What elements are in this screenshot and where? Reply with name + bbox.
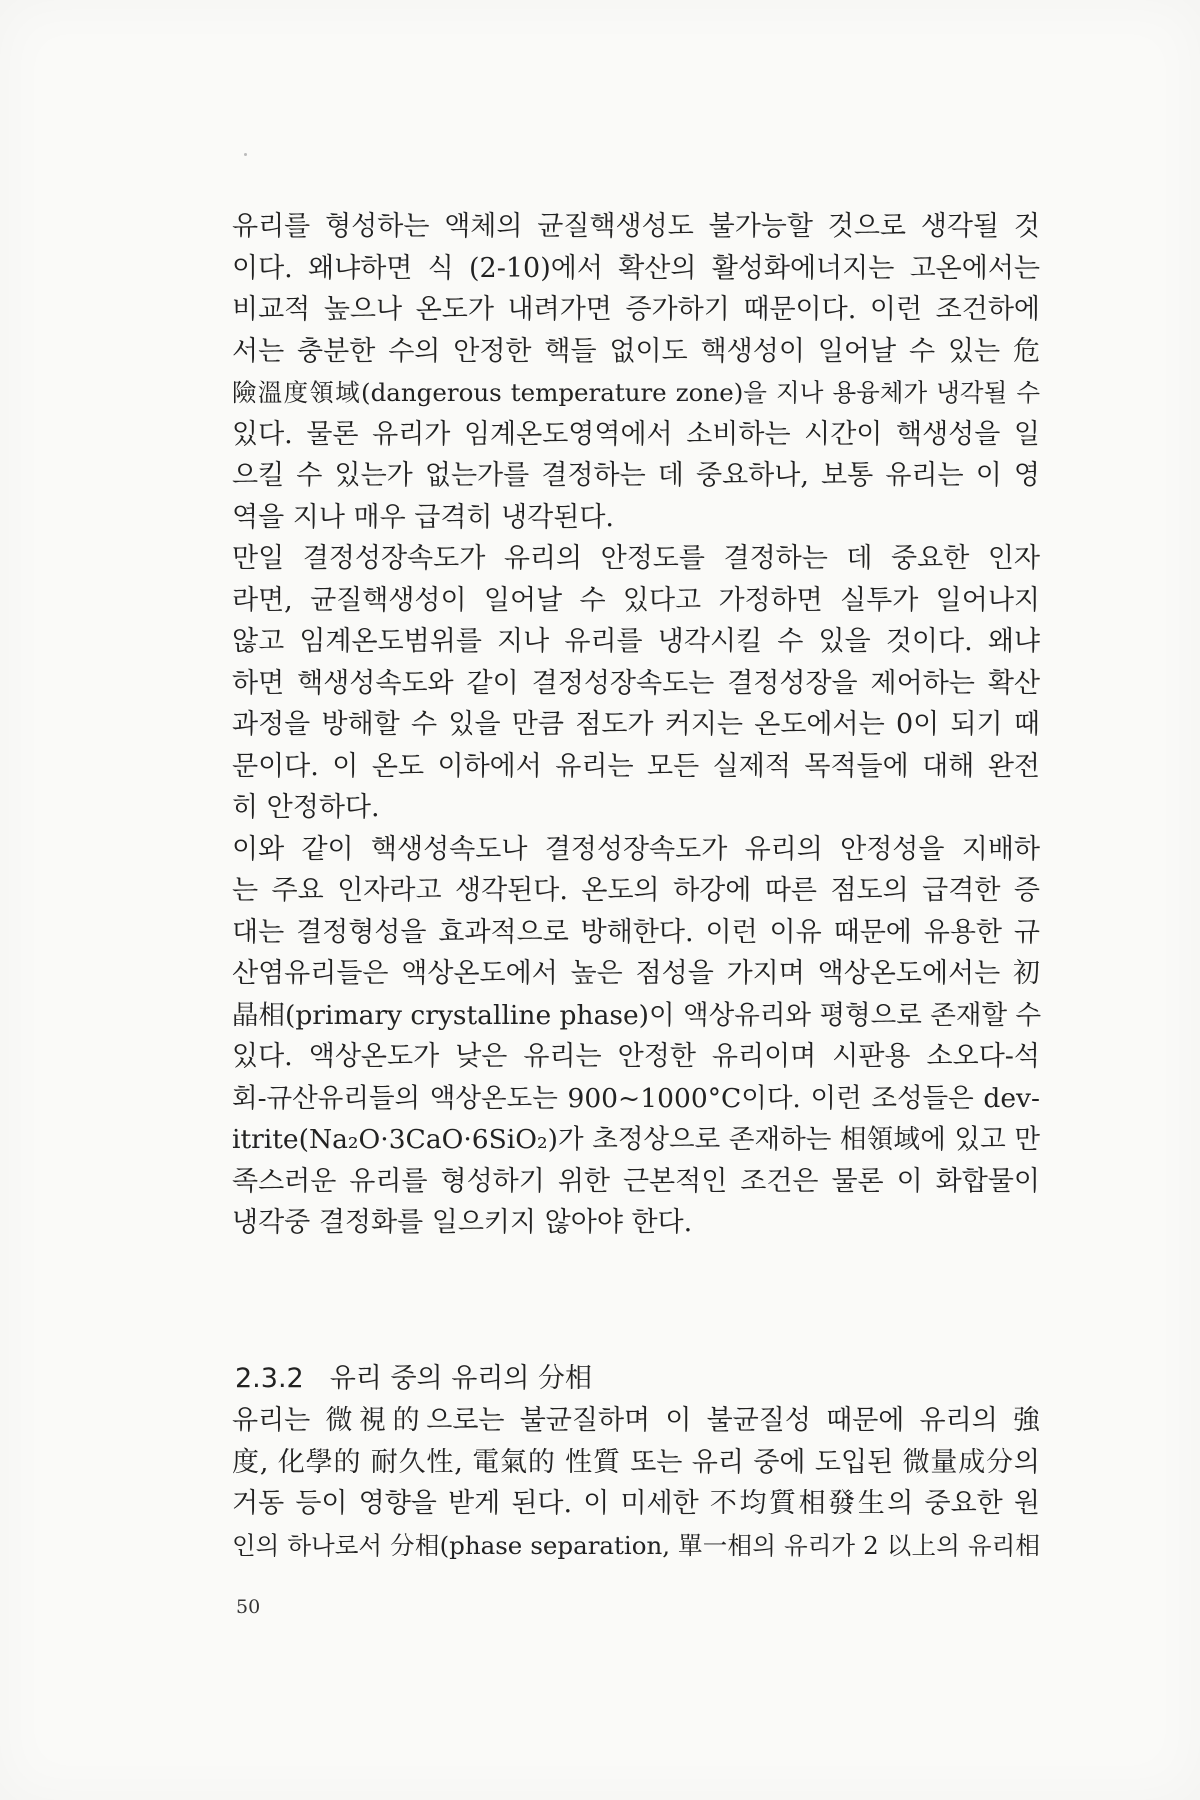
page-number: 50 bbox=[236, 1596, 261, 1618]
text-line: 과정을 방해할 수 있을 만큼 점도가 커지는 온도에서는 0이 되기 때 bbox=[232, 709, 1040, 740]
body-text bbox=[232, 206, 1040, 1244]
text-line: 있다. 물론 유리가 임계온도영역에서 소비하는 시간이 핵생성을 일 bbox=[232, 418, 1040, 450]
section-heading bbox=[235, 1359, 592, 1399]
text-line: 회-규산유리들의 액상온도는 900~1000°C이다. 이런 조성들은 dev- bbox=[232, 1082, 1040, 1114]
text-line: 족스러운 유리를 형성하기 위한 근본적인 조건은 물론 이 화합물이 bbox=[232, 1165, 1040, 1197]
text-line: 역을 지나 매우 급격히 냉각된다. bbox=[232, 501, 614, 533]
paragraph-1 bbox=[232, 206, 1040, 538]
scan-speck bbox=[244, 153, 247, 156]
text-line: 으킬 수 있는가 없는가를 결정하는 데 중요하나, 보통 유리는 이 영 bbox=[232, 460, 1040, 491]
text-line: 이다. 왜냐하면 식 (2-10)에서 확산의 활성화에너지는 고온에서는 bbox=[232, 252, 1040, 284]
text-line: 이와 같이 핵생성속도나 결정성장속도가 유리의 안정성을 지배하 bbox=[232, 833, 1040, 865]
section-body-text bbox=[232, 1400, 1040, 1566]
text-line: 않고 임계온도범위를 지나 유리를 냉각시킬 수 있을 것이다. 왜냐 bbox=[232, 626, 1040, 657]
text-line: 險溫度領域(dangerous temperature zone)을 지나 용융체가 냉각될 수 bbox=[232, 378, 1040, 407]
paragraph-2 bbox=[232, 538, 1040, 829]
text-line: 비교적 높으나 온도가 내려가면 증가하기 때문이다. 이런 조건하에 bbox=[232, 294, 1040, 325]
paragraph-3 bbox=[232, 829, 1040, 1244]
section-number: 2.3.2 bbox=[235, 1363, 304, 1394]
text-line: 만일 결정성장속도가 유리의 안정도를 결정하는 데 중요한 인자 bbox=[232, 543, 1040, 574]
text-line: 유리는 微視的으로는 불균질하며 이 불균질성 때문에 유리의 強 bbox=[232, 1405, 1040, 1436]
text-line: 문이다. 이 온도 이하에서 유리는 모든 실제적 목적들에 대해 완전 bbox=[232, 750, 1040, 782]
text-line: 晶相(primary crystalline phase)이 액상유리와 평형으로 존재할 수 bbox=[232, 999, 1042, 1031]
text-line: 산염유리들은 액상온도에서 높은 점성을 가지며 액상온도에서는 初 bbox=[232, 958, 1040, 989]
text-line: 냉각중 결정화를 일으키지 않아야 한다. bbox=[232, 1207, 693, 1238]
text-line: 있다. 액상온도가 낮은 유리는 안정한 유리이며 시판용 소오다-석 bbox=[232, 1041, 1040, 1072]
text-line: 度, 化學的 耐久性, 電氣的 性質 또는 유리 중에 도입된 微量成分의 bbox=[232, 1446, 1040, 1478]
text-line: 는 주요 인자라고 생각된다. 온도의 하강에 따른 점도의 급격한 증 bbox=[232, 875, 1040, 906]
text-line: 유리를 형성하는 액체의 균질핵생성도 불가능할 것으로 생각될 것 bbox=[232, 211, 1040, 242]
text-line: 인의 하나로서 分相(phase separation, 單一相의 유리가 2 以上의 유리相 bbox=[232, 1530, 1040, 1560]
text-line: 하면 핵생성속도와 같이 결정성장속도는 결정성장을 제어하는 확산 bbox=[232, 667, 1040, 699]
section-title: 유리 중의 유리의 分相 bbox=[329, 1363, 593, 1394]
text-line: 히 안정하다. bbox=[232, 792, 380, 823]
text-line: itrite(Na₂O·3CaO·6SiO₂)가 초정상으로 존재하는 相領域에 있고 만 bbox=[232, 1124, 1040, 1155]
text-line: 거동 등이 영향을 받게 된다. 이 미세한 不均質相發生의 중요한 원 bbox=[232, 1488, 1040, 1519]
text-line: 서는 충분한 수의 안정한 핵들 없이도 핵생성이 일어날 수 있는 危 bbox=[232, 335, 1040, 367]
text-line: 라면, 균질핵생성이 일어날 수 있다고 가정하면 실투가 일어나지 bbox=[232, 584, 1040, 616]
text-line: 대는 결정형성을 효과적으로 방해한다. 이런 이유 때문에 유용한 규 bbox=[232, 916, 1040, 948]
